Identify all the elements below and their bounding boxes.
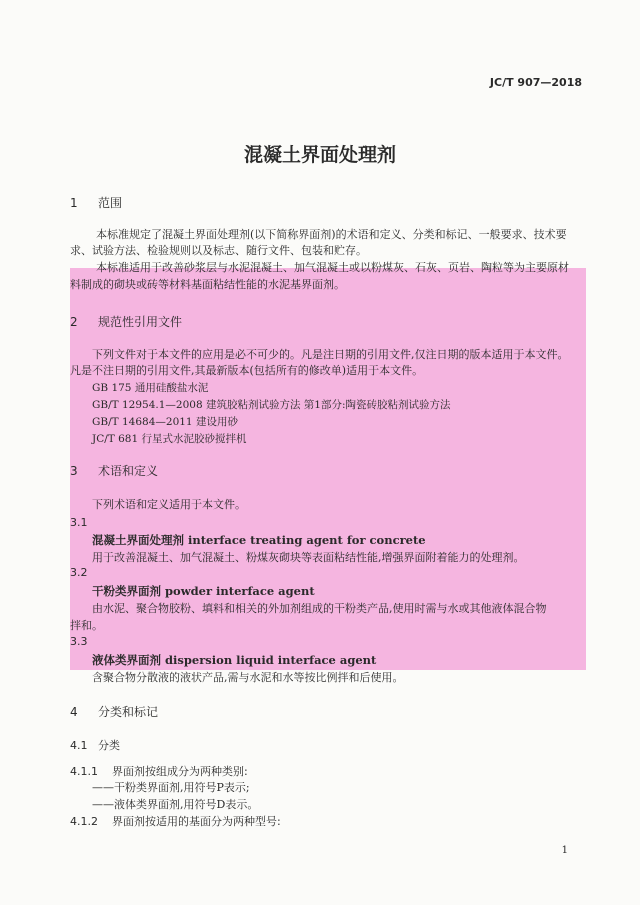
paragraph-line: 凡是不注日期的引用文件,其最新版本(包括所有的修改单)适用于本文件。 [70,364,424,377]
section-number: 1 [70,196,78,210]
list-item: ——液体类界面剂,用符号D表示。 [92,798,259,811]
clause-line [70,763,248,779]
section-number: 2 [70,315,78,329]
section-3-heading [70,462,158,479]
subsection-heading [70,737,120,753]
list-item: ——干粉类界面剂,用符号P表示; [92,781,250,794]
subsection-title: 分类 [98,739,120,752]
clause-text: 界面剂按适用的基面分为两种型号: [112,815,281,828]
standard-number: JC/T 907—2018 [489,76,582,89]
clause-text: 界面剂按组成分为两种类别: [112,765,248,778]
section-number: 4 [70,705,78,719]
reference-item: JC/T 681 行星式水泥胶砂搅拌机 [92,433,247,445]
paragraph-line: 下列术语和定义适用于本文件。 [92,498,246,511]
subsection-number: 4.1 [70,739,88,752]
term-definition: 由水泥、聚合物胶粉、填料和相关的外加剂组成的干粉类产品,使用时需与水或其他液体混合物 [92,602,547,615]
section-title: 分类和标记 [98,705,159,719]
section-title: 术语和定义 [98,464,159,478]
section-1-heading [70,194,122,211]
term-definition: 拌和。 [70,619,103,632]
term-definition: 用于改善混凝土、加气混凝土、粉煤灰砌块等表面粘结性能,增强界面附着能力的处理剂。 [92,551,525,564]
paragraph-line: 本标准适用于改善砂浆层与水泥混凝土、加气混凝土或以粉煤灰、石灰、页岩、陶粒等为主要原材 [96,261,569,274]
term-definition: 含聚合物分散液的液状产品,需与水泥和水等按比例拌和后使用。 [92,671,404,684]
page-number: 1 [561,845,568,856]
section-title: 规范性引用文件 [98,315,183,329]
paragraph-line: 料制成的砌块或砖等材料基面粘结性能的水泥基界面剂。 [70,278,345,291]
term-title: 液体类界面剂 dispersion liquid interface agent [92,653,377,667]
section-2-heading [70,313,182,330]
reference-item: GB/T 12954.1—2008 建筑胶粘剂试验方法 第1部分:陶瓷砖胶粘剂试验方法 [92,399,451,411]
paragraph-line: 本标准规定了混凝土界面处理剂(以下简称界面剂)的术语和定义、分类和标记、一般要求、技术要 [96,228,567,241]
paragraph-line: 求、试验方法、检验规则以及标志、随行文件、包装和贮存。 [70,244,367,257]
clause-line [70,813,281,829]
term-number: 3.2 [70,566,88,579]
paragraph-line: 下列文件对于本文件的应用是必不可少的。凡是注日期的引用文件,仅注日期的版本适用于本文件。 [92,348,569,361]
clause-number: 4.1.1 [70,765,98,778]
section-4-heading [70,703,158,720]
term-title: 混凝土界面处理剂 interface treating agent for concrete [92,533,426,547]
section-title: 范围 [98,196,123,210]
section-number: 3 [70,464,78,478]
document-title: 混凝土界面处理剂 [243,144,396,166]
reference-item: GB/T 14684—2011 建设用砂 [92,416,238,428]
term-number: 3.1 [70,516,88,529]
term-number: 3.3 [70,635,88,648]
reference-item: GB 175 通用硅酸盐水泥 [92,382,209,394]
term-title: 干粉类界面剂 powder interface agent [92,584,315,598]
clause-number: 4.1.2 [70,815,98,828]
